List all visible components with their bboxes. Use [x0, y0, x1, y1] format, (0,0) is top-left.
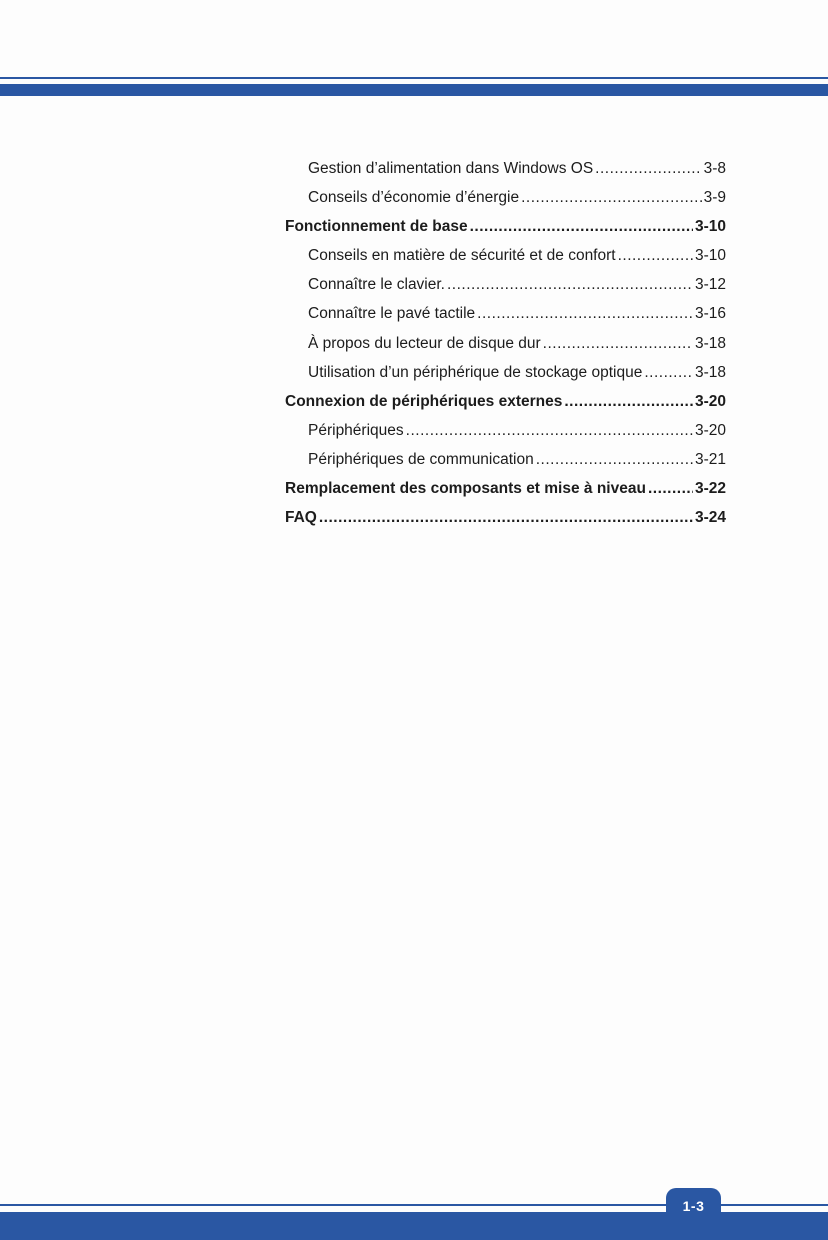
toc-dot-leader: [618, 247, 693, 265]
toc-entry-page: 3-18: [694, 334, 726, 352]
toc-entry-title: Fonctionnement de base: [285, 218, 468, 236]
header-rule-thick: [0, 84, 828, 96]
toc-entry-title: Conseils d’économie d’énergie: [308, 189, 520, 207]
toc-entry[interactable]: [285, 451, 726, 480]
header-rule-thin: [0, 77, 828, 79]
toc-dot-leader: [470, 218, 693, 236]
toc-entry-page: 3-16: [694, 305, 726, 323]
toc-entry[interactable]: [285, 247, 726, 276]
toc-entry-title: Connexion de périphériques externes: [285, 392, 563, 410]
toc-entry-title: Remplacement des composants et mise à niveau: [285, 480, 646, 498]
toc-entry[interactable]: [285, 335, 726, 364]
toc-entry[interactable]: [285, 160, 726, 189]
toc-entry-page: 3-9: [703, 189, 726, 207]
toc-dot-leader: [447, 276, 693, 294]
toc-entry-page: 3-10: [694, 247, 726, 265]
toc-entry-title: Connaître le clavier.: [308, 276, 445, 294]
toc-entry-title: Périphériques: [308, 421, 404, 439]
toc-section-entry[interactable]: [285, 480, 726, 509]
toc-dot-leader: [648, 480, 693, 498]
toc-entry-page: 3-12: [694, 276, 726, 294]
toc-entry-title: Conseils en matière de sécurité et de confort: [308, 247, 616, 265]
table-of-contents: [285, 160, 726, 538]
toc-entry-page: 3-20: [694, 421, 726, 439]
toc-entry-page: 3-20: [694, 392, 726, 410]
toc-entry-title: Utilisation d’un périphérique de stockage optique: [308, 363, 643, 381]
toc-entry-page: 3-8: [703, 160, 726, 177]
toc-dot-leader: [521, 189, 701, 207]
page-number-tab: [666, 1188, 721, 1224]
toc-entry-page: 3-18: [694, 363, 726, 381]
toc-dot-leader: [595, 160, 701, 178]
toc-entry[interactable]: [285, 276, 726, 305]
toc-entry-title: Connaître le pavé tactile: [308, 305, 476, 323]
toc-entry-title: Périphériques de communication: [308, 450, 534, 468]
toc-entry[interactable]: [285, 305, 726, 334]
toc-dot-leader: [536, 451, 693, 469]
toc-dot-leader: [477, 305, 693, 323]
page-number: 1-3: [682, 1198, 705, 1214]
toc-entry-title: FAQ: [285, 509, 317, 527]
toc-dot-leader: [406, 422, 693, 440]
toc-dot-leader: [564, 393, 693, 411]
toc-entry-title: À propos du lecteur de disque dur: [308, 334, 541, 352]
toc-entry[interactable]: [285, 364, 726, 393]
toc-entry-page: 3-10: [694, 218, 726, 236]
toc-dot-leader: [543, 335, 693, 353]
toc-entry-title: Gestion d’alimentation dans Windows OS: [308, 160, 594, 177]
toc-section-entry[interactable]: [285, 218, 726, 247]
toc-dot-leader: [644, 364, 693, 382]
toc-entry-page: 3-21: [694, 450, 726, 468]
toc-entry[interactable]: [285, 422, 726, 451]
toc-section-entry[interactable]: [285, 393, 726, 422]
toc-section-entry[interactable]: [285, 509, 726, 538]
toc-entry[interactable]: [285, 189, 726, 218]
toc-dot-leader: [319, 509, 693, 527]
toc-entry-page: 3-24: [694, 509, 726, 527]
toc-entry-page: 3-22: [694, 480, 726, 498]
